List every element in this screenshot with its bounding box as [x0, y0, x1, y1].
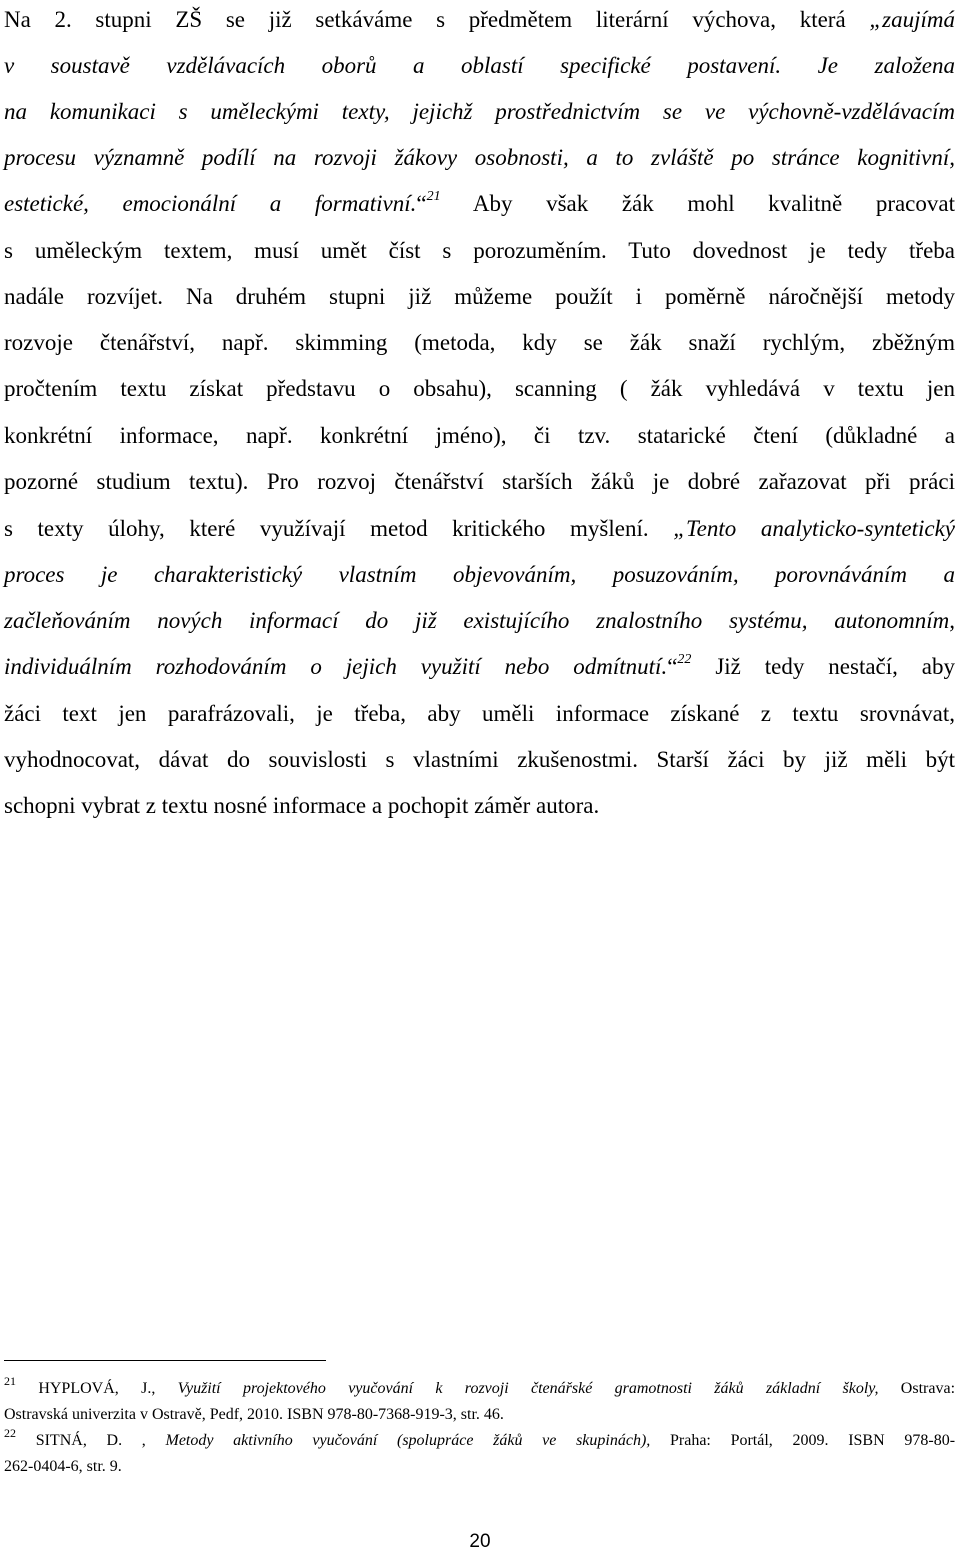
quote-text: individuálním rozhodováním o jejich využití nebo odmítnutí. — [4, 654, 668, 679]
footnote-author: SITNÁ, D. — [16, 1432, 123, 1449]
footnote-number: 22 — [4, 1425, 16, 1440]
paragraph-line-15 — [4, 652, 955, 682]
paragraph-line-7 — [4, 282, 955, 312]
footnote-author: HYPLOVÁ, J. — [16, 1380, 152, 1397]
footnote-publisher: Ostrava: — [878, 1380, 956, 1397]
text-span: Aby však žák mohl kvalitně pracovat — [440, 191, 955, 216]
footnote-separator-text: , — [122, 1432, 166, 1449]
footnote-title: Využití projektového vyučování k rozvoji čtenářské gramotnosti žáků základní školy, — [177, 1380, 879, 1397]
paragraph-line-18 — [4, 791, 955, 821]
text-span: rozvoje čtenářství, např. skimming (metoda, kdy se žák snaží rychlým, zběžným — [4, 330, 955, 355]
quote-text: v soustavě vzdělávacích oborů a oblastí specifické postavení. Je založena — [4, 53, 955, 78]
paragraph-line-13 — [4, 560, 955, 590]
paragraph-line-8 — [4, 328, 955, 358]
quote-start: „zaujímá — [869, 7, 955, 32]
footnote-22-line-2 — [4, 1456, 955, 1478]
quote-end: “ — [667, 654, 678, 679]
paragraph-line-11 — [4, 467, 955, 497]
text-span: žáci text jen parafrázovali, je třeba, aby uměli informace získané z textu srovnávat, — [4, 701, 955, 726]
quote-text: procesu významně podílí na rozvoji žákovy osobnosti, a to zvláště po stránce kognitivní, — [4, 145, 955, 170]
footnote-number: 21 — [4, 1373, 16, 1388]
text-span: konkrétní informace, např. konkrétní jméno), či tzv. statarické čtení (důkladné a — [4, 423, 955, 448]
paragraph-line-4 — [4, 143, 955, 173]
quote-text: začleňováním nových informací do již existujícího znalostního systému, autonomním, — [4, 608, 955, 633]
footnote-ref-21: 21 — [426, 189, 441, 205]
paragraph-line-16 — [4, 699, 955, 729]
quote-end: “ — [416, 191, 427, 216]
paragraph-line-10 — [4, 421, 955, 451]
text-span: pozorné studium textu). Pro rozvoj čtenářství starších žáků je dobré zařazovat při práci — [4, 469, 955, 494]
paragraph-line-2 — [4, 51, 955, 81]
quote-text: na komunikaci s uměleckými texty, jejichž prostřednictvím se ve výchovně-vzdělávacím — [4, 99, 955, 124]
footnote-details: Ostravská univerzita v Ostravě, Pedf, 2010. ISBN 978-80-7368-919-3, str. 46. — [4, 1406, 504, 1423]
footnote-22-line-1 — [4, 1425, 956, 1452]
quote-start: „Tento analyticko-syntetický — [673, 516, 955, 541]
text-span: Na 2. stupni ZŠ se již setkáváme s předmětem literární výchova, která — [4, 7, 870, 32]
quote-text: proces je charakteristický vlastním objevováním, posuzováním, porovnáváním a — [4, 562, 955, 587]
paragraph-line-17 — [4, 745, 955, 775]
footnote-title: Metody aktivního vyučování (spolupráce žáků ve skupinách), — [165, 1432, 651, 1449]
paragraph-line-1 — [4, 5, 955, 35]
footnote-21-line-1 — [4, 1373, 956, 1400]
text-span: pročtením textu získat představu o obsahu), scanning ( žák vyhledává v textu jen — [4, 376, 955, 401]
paragraph-line-12 — [4, 514, 955, 544]
footnote-separator-text: , — [151, 1380, 178, 1397]
paragraph-line-14 — [4, 606, 955, 636]
paragraph-line-6 — [4, 236, 955, 266]
text-span: schopni vybrat z textu nosné informace a pochopit záměr autora. — [4, 793, 600, 818]
paragraph-line-5 — [4, 189, 955, 219]
footnote-separator — [4, 1360, 326, 1361]
footnote-ref-22: 22 — [677, 652, 692, 668]
text-span: s texty úlohy, které využívají metod kritického myšlení. — [4, 516, 674, 541]
text-span: s uměleckým textem, musí umět číst s porozuměním. Tuto dovednost je tedy třeba — [4, 238, 955, 263]
quote-text: estetické, emocionální a formativní. — [4, 191, 417, 216]
text-span: vyhodnocovat, dávat do souvislosti s vlastními zkušenostmi. Starší žáci by již měli být — [4, 747, 955, 772]
paragraph-line-3 — [4, 97, 955, 127]
page-number: 20 — [469, 1531, 491, 1552]
paragraph-line-9 — [4, 374, 955, 404]
text-span: Již tedy nestačí, aby — [691, 654, 955, 679]
footnote-details: 262-0404-6, str. 9. — [4, 1458, 122, 1475]
footnote-21-line-2 — [4, 1404, 955, 1426]
footnote-publisher: Praha: Portál, 2009. ISBN 978-80- — [650, 1432, 956, 1449]
text-span: nadále rozvíjet. Na druhém stupni již můžeme použít i poměrně náročnější metody — [4, 284, 955, 309]
